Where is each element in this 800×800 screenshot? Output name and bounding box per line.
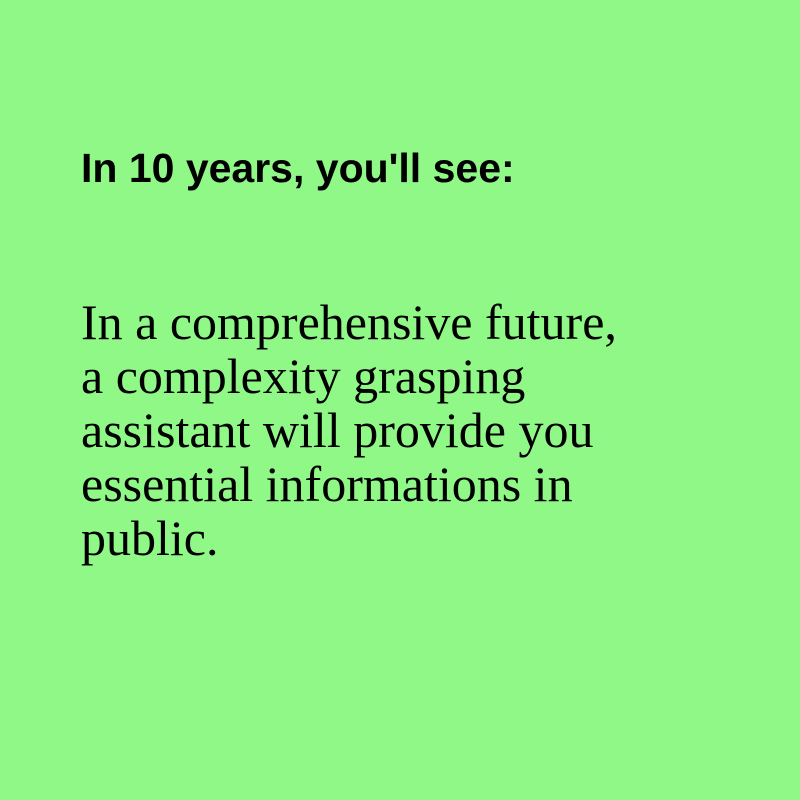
- body-line: essential informations in: [81, 456, 573, 512]
- card-body-text: [81, 295, 761, 565]
- body-line: public.: [81, 510, 219, 566]
- card-heading: In 10 years, you'll see:: [81, 145, 515, 191]
- body-line: a complexity grasping: [81, 348, 526, 404]
- body-line: assistant will provide you: [81, 402, 594, 458]
- body-line: In a comprehensive future,: [81, 294, 617, 350]
